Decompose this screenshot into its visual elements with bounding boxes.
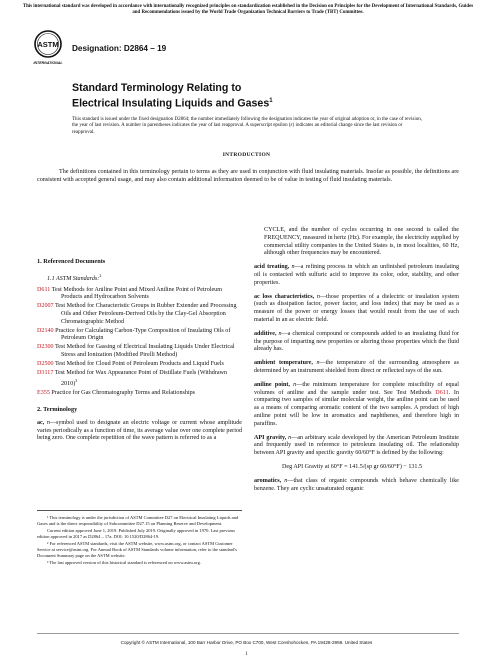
reference-link[interactable]: E355 xyxy=(37,390,50,397)
title-footnote-mark: 1 xyxy=(269,98,273,104)
reference-link[interactable]: D2500 xyxy=(37,360,54,367)
terminology-heading: 2. Terminology xyxy=(37,406,78,414)
term-aromatics: aromatics, n—that class of organic compounds which behave chemically like benzene. They are cyclic unsaturated organic xyxy=(254,477,459,492)
term-additive: additive, n—a chemical compound or compounds added to an insulating fluid for the purpose of imparting new properties or altering those properties which the fluid already has. xyxy=(254,330,459,353)
reference-link[interactable]: D2007 xyxy=(37,303,54,310)
wto-notice: This international standard was developed in accordance with internationally recognized principles on standardization established in the Decision on Principles for the Development of International Standards, Guides and Recommendations issued by the World Trade Organization Technical Barriers to Trade (TBT) Committee. xyxy=(22,4,474,15)
term-api-gravity: API gravity, n—an arbitrary scale developed by the American Petroleum Institute and frequently used in reference to petroleum insulating oil. The relationship between API gravity and specific gravity 60/60°F is defined by the following: xyxy=(254,434,459,457)
issuance-note: This standard is issued under the fixed designation D2864; the number immediately following the designation indicates the year of original adoption or, in the case of revision, the year of last revision. A number in parentheses indicates the year of last reapproval. A superscript epsilon (ε) indicates an editorial change since the last revision or reapproval. xyxy=(72,117,422,135)
footnote-1: ¹ This terminology is under the jurisdiction of ASTM Committee D27 on Electrical Insulating Liquids and Gases and is the direct responsibility of Subcommittee D27.15 on Planning Reserve and Development. xyxy=(37,515,239,526)
introduction-body: The definitions contained in this terminology pertain to terms as they are used in conjunction with fluid insulating materials. Insofar as possible, the definitions are consistent with accepted general usage, and may also contain additional information deemed to be of value in testing of fluid insulating materials. xyxy=(37,169,459,183)
footnote-1b: Current edition approved June 1, 2019. Published July 2019. Originally approved in 1970. Last previous edition approved in 2017 as D2864 – 17a. DOI: 10.1520/D2864-19. xyxy=(37,528,235,539)
reference-link[interactable]: D2300 xyxy=(37,344,54,351)
reference-link[interactable]: D3117 xyxy=(37,369,54,376)
aniline-reference-link[interactable]: D611 xyxy=(435,389,449,396)
footnote-3: ³ The last approved version of this historical standard is referenced on www.astm.org. xyxy=(47,560,201,566)
term-acid-treating: acid treating, n—a refining process in which an unfinished petroleum insulating oil is contacted with sulfuric acid to improve its color, odor, stability, and other properties. xyxy=(254,264,460,286)
reference-item: D2140 Practice for Calculating Carbon-Type Composition of Insulating Oils of Petroleum Origin xyxy=(37,327,231,342)
reference-item: E355 Practice for Gas Chromatography Terms and Relationships xyxy=(37,390,196,397)
right-column xyxy=(254,227,459,499)
logo-word-bottom: INTERNATIONAL xyxy=(33,61,63,65)
document-title xyxy=(72,82,432,111)
footnote-2: ² For referenced ASTM standards, visit the ASTM website, www.astm.org, or contact ASTM Customer Service at service@astm.org. For Annual Book of ASTM Standards volume information, refer to the standard's Document Summary page on the ASTM website. xyxy=(37,541,237,558)
reference-item: D611 Test Methods for Aniline Point and Mixed Aniline Point of Petroleum Products and Hydrocarbon Solvents xyxy=(37,286,222,301)
term-ac-loss: ac loss characteristics, n—those properties of a dielectric or insulation system (such as dissipation factor, power factor, and loss index) that may be used as a measure of the power or energy losses that would result from the use of such material in an ac electric field. xyxy=(254,293,459,323)
term-ac: ac, n—symbol used to designate an electric voltage or current whose amplitude varies periodically as a function of time, its average value over one complete period being zero. One complete repetition of the wave pattern is referred to as a xyxy=(37,419,242,442)
astm-logo-icon xyxy=(33,28,63,66)
introduction-heading: INTRODUCTION xyxy=(222,152,271,158)
term-ambient-temperature: ambient temperature, n—the temperature of the surrounding atmosphere as determined by an instrument shielded from direct or reflected rays of the sun. xyxy=(254,360,459,374)
left-column xyxy=(37,258,242,449)
page-number: 1 xyxy=(245,652,248,657)
term-aniline-point: aniline point, n—the minimum temperature for complete miscibility of equal volumes of aniline and the sample under test. See Test Methods D611. In comparing two samples of similar molecular weight, the aniline point can be used as a means of comparing aromatic content of the two samples. A product of high aniline point will be low in aromatics and naphthenes, and therefore high in paraffins. xyxy=(254,381,460,427)
logo-word-top: ASTM xyxy=(37,40,59,49)
reference-item: D2300 Test Method for Gassing of Electrical Insulating Liquids Under Electrical Stress and Ionization (Modified Pirelli Method) xyxy=(37,344,235,358)
copyright-line: Copyright © ASTM International, 100 Barr Harbor Drive, PO Box C700, West Conshohocken, PA 19428-2959. United States xyxy=(120,640,373,645)
reference-item: D3117 Test Method for Wax Appearance Point of Distillate Fuels (Withdrawn 2010)$^3$ xyxy=(37,369,227,388)
designation-label: Designation: D2864 – 19 xyxy=(72,44,167,53)
title-line-2: Electrical Insulating Liquids and Gases$^1$ xyxy=(72,97,273,110)
reference-link[interactable]: D611 xyxy=(37,286,51,293)
title-line-1: Standard Terminology Relating to xyxy=(72,82,242,94)
reference-item: D2500 Test Method for Cloud Point of Petroleum Products and Liquid Fuels xyxy=(37,360,224,367)
footnotes xyxy=(37,510,242,568)
reference-item: D2007 Test Method for Characteristic Groups in Rubber Extender and Processing Oils and Other Petroleum-Derived Oils by the Clay-Gel Absorption Chromatographic Method xyxy=(37,303,237,325)
api-gravity-formula: Deg API Gravity at 60°F = 141.5/(sp gr 60/60°F) − 131.5 xyxy=(282,463,423,470)
footer-divider xyxy=(37,633,459,634)
referenced-documents-heading: 1. Referenced Documents xyxy=(37,258,106,265)
reference-link[interactable]: D2140 xyxy=(37,327,54,334)
astm-standards-label: 1.1 ASTM Standards:$^2$ xyxy=(47,272,102,282)
term-ac-continued: CYCLE, and the number of cycles occurring in one second is called the FREQUENCY, measured in hertz (Hz). For example, the electricity supplied by commercial utility companies in the United States is, in most localities, 60 Hz, although other frequencies may be encountered. xyxy=(264,227,459,257)
